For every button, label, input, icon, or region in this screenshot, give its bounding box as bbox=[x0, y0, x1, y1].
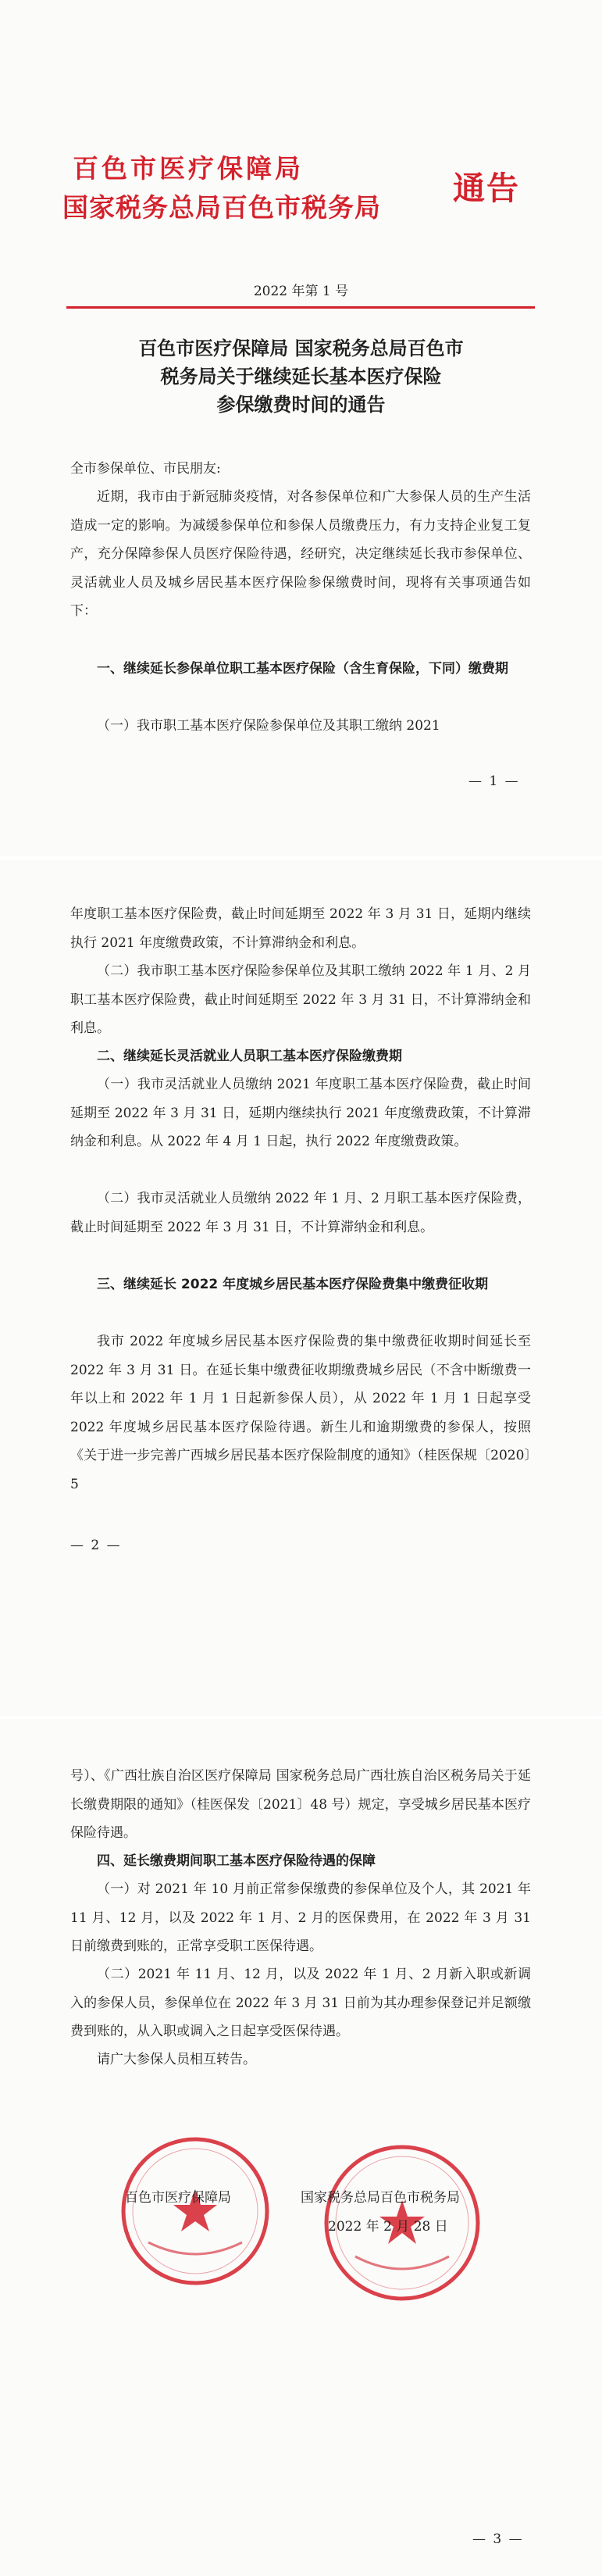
section-1-heading: 一、继续延长参保单位职工基本医疗保险（含生育保险，下同）缴费期 bbox=[97, 661, 508, 677]
section-3-heading: 三、继续延长 2022 年度城乡居民基本医疗保险费集中缴费征收期 bbox=[97, 1277, 489, 1292]
intro-paragraph: 近期，我市由于新冠肺炎疫情，对各参保单位和广大参保人员的生产生活造成一定的影响。为减缓参保单位和参保人员缴费压力，有力支持企业复工复产，充分保障参保人员医疗保险待遇，经研究，决定继续延长我市参保单位、灵活就业人员及城乡居民基本医疗保险参保缴费时间，现将有关事项通告如下： bbox=[70, 489, 531, 619]
section-1-para-1-end: 年度职工基本医疗保险费，截止时间延期至 2022 年 3 月 31 日，延期内继续执行 2021 年度缴费政策，不计算滞纳金和利息。 bbox=[70, 906, 531, 951]
page-number-2: — 2 — bbox=[70, 1538, 122, 1553]
issuer-line-2: 国家税务总局百色市税务局 bbox=[62, 192, 381, 223]
section-2-heading: 二、继续延长灵活就业人员职工基本医疗保险缴费期 bbox=[97, 1049, 402, 1064]
section-4-heading: 四、延长缴费期间职工基本医疗保险待遇的保障 bbox=[97, 1853, 376, 1869]
signature-right: 国家税务总局百色市税务局 bbox=[301, 2190, 460, 2206]
section-2-para-2: （二）我市灵活就业人员缴纳 2022 年 1 月、2 月职工基本医疗保险费，截止时间延期至 2022 年 3 月 31 日，不计算滞纳金和利息。 bbox=[70, 1191, 531, 1235]
red-rule bbox=[66, 306, 535, 309]
closing-line: 请广大参保人员相互转告。 bbox=[97, 2052, 256, 2067]
salutation: 全市参保单位、市民朋友: bbox=[70, 461, 221, 477]
title-line: 参保缴费时间的通告 bbox=[216, 393, 386, 416]
page-2 bbox=[0, 859, 602, 1716]
page-number-1: — 1 — bbox=[468, 774, 520, 789]
section-3-para-end: 号）、《广西壮族自治区医疗保障局 国家税务总局广西壮族自治区税务局关于延长缴费期限的通知》（桂医保发〔2021〕48 号）规定，享受城乡居民基本医疗保险待遇。 bbox=[70, 1768, 531, 1841]
section-1-para-2: （二）我市职工基本医疗保险参保单位及其职工缴纳 2022 年 1 月、2 月职工基本医疗保险费，截止时间延期至 2022 年 3 月 31 日，不计算滞纳金和利息。 bbox=[70, 963, 531, 1036]
signature-date: 2022 年 2 月 28 日 bbox=[328, 2219, 448, 2235]
page-3 bbox=[0, 1719, 602, 2576]
section-3-para-start: 我市 2022 年度城乡居民基本医疗保险费的集中缴费征收期时间延长至 2022 年 3 月 31 日。在延长集中缴费征收期缴费城乡居民（不含中断缴费一年以上和 2022 年 1 月 1 日起新参保人员），从 2022 年 1 月 1 日起享受 2022 年度城乡居民基本医疗保险待遇。新生儿和逾期缴费的参保人，按照《关于进一步完善广西城乡居民基本医疗保险制度的通知》（桂医保规〔2020〕5 bbox=[70, 1334, 531, 1492]
notice-title bbox=[0, 334, 602, 419]
document-number: 2022 年第 1 号 bbox=[253, 284, 349, 299]
section-4-para-2: （二）2021 年 11 月、12 月，以及 2022 年 1 月、2 月新入职或新调入的参保人员，参保单位在 2022 年 3 月 31 日前为其办理参保登记并足额缴费到账的，从入职或调入之日起享受医保待遇。 bbox=[70, 1967, 531, 2039]
section-1-para-1-start: （一）我市职工基本医疗保险参保单位及其职工缴纳 2021 bbox=[97, 718, 440, 734]
title-line: 百色市医疗保障局 国家税务总局百色市 bbox=[138, 337, 464, 359]
page-number-3: — 3 — bbox=[472, 2531, 524, 2547]
issuer-line-1: 百色市医疗保障局 bbox=[73, 153, 304, 184]
title-line: 税务局关于继续延长基本医疗保险 bbox=[160, 365, 442, 388]
section-2-para-1: （一）我市灵活就业人员缴纳 2021 年度职工基本医疗保险费，截止时间延期至 2022 年 3 月 31 日，延期内继续执行 2021 年度缴费政策，不计算滞纳金和利息。从 2022 年 4 月 1 日起，执行 2022 年度缴费政策。 bbox=[70, 1077, 531, 1149]
notice-word: 通告 bbox=[453, 170, 520, 207]
seal-left-icon bbox=[117, 2133, 273, 2289]
page-1 bbox=[0, 0, 602, 856]
section-4-para-1: （一）对 2021 年 10 月前正常参保缴费的参保单位及个人，其 2021 年 11 月、12 月，以及 2022 年 1 月、2 月的医保费用，在 2022 年 3 月 31 日前缴费到账的，正常享受职工医保待遇。 bbox=[70, 1881, 531, 1954]
signature-left: 百色市医疗保障局 bbox=[125, 2190, 231, 2206]
